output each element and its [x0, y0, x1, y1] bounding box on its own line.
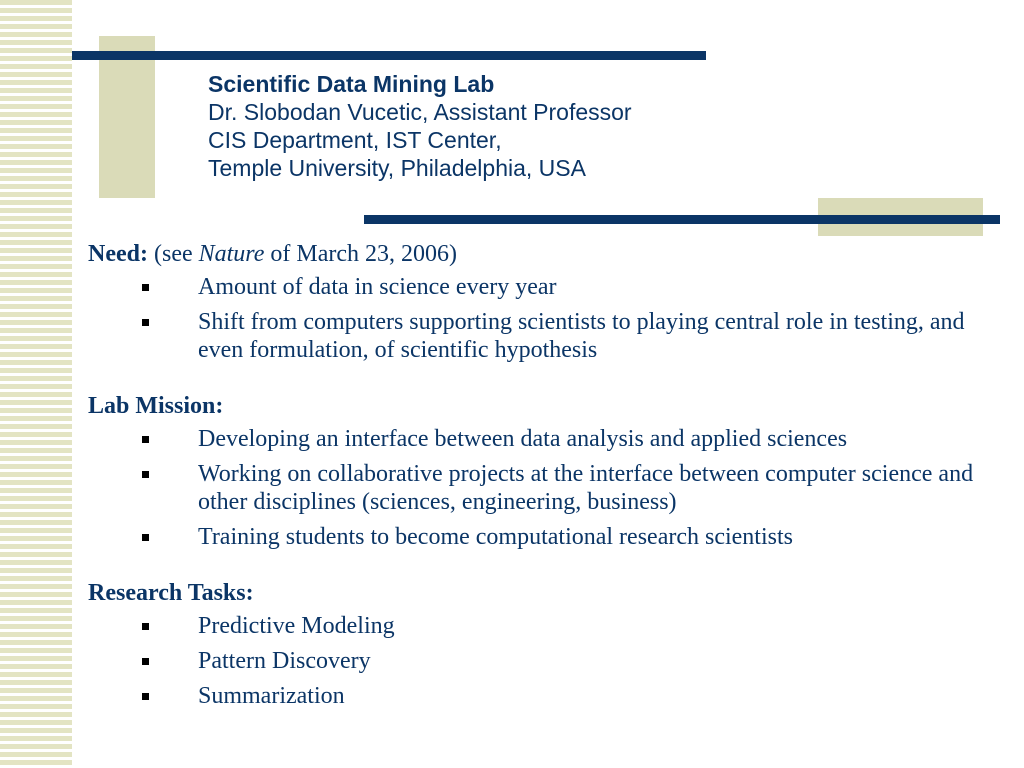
- slide-title-block: [208, 70, 808, 182]
- square-bullet-icon: [142, 319, 149, 326]
- list-item-text: Amount of data in science every year: [198, 274, 557, 300]
- list-item-text: Summarization: [198, 683, 345, 709]
- need-note-suffix: of March 23, 2006): [264, 241, 458, 267]
- navy-rule-bottom: [364, 215, 1000, 224]
- list-item-text: Developing an interface between data analysis and applied sciences: [198, 426, 848, 452]
- square-bullet-icon: [142, 471, 149, 478]
- list-item-text: Training students to become computational research scientists: [198, 524, 793, 550]
- square-bullet-icon: [142, 693, 149, 700]
- square-bullet-icon: [142, 436, 149, 443]
- tasks-label: Research Tasks:: [88, 580, 254, 606]
- left-stripe-decoration: [0, 0, 72, 768]
- list-item-text: Shift from computers supporting scientists to playing central role in testing, and even formulation, of scientific hypothesis: [198, 309, 965, 363]
- list-item: [88, 425, 998, 453]
- subtitle-line-2: CIS Department, IST Center,: [208, 127, 502, 153]
- mission-heading: [88, 392, 998, 420]
- list-item: [88, 523, 998, 551]
- list-item: [88, 682, 998, 710]
- need-heading: [88, 240, 998, 268]
- square-bullet-icon: [142, 623, 149, 630]
- mission-list: [88, 425, 998, 551]
- tan-accent-block-top: [99, 36, 155, 198]
- need-list: [88, 273, 998, 364]
- section-spacer: [88, 551, 998, 579]
- square-bullet-icon: [142, 658, 149, 665]
- navy-rule-top: [72, 51, 706, 60]
- square-bullet-icon: [142, 284, 149, 291]
- need-note-prefix: (see: [147, 241, 199, 267]
- list-item: [88, 273, 998, 301]
- list-item-text: Pattern Discovery: [198, 648, 371, 674]
- section-spacer: [88, 364, 998, 392]
- slide-title: Scientific Data Mining Lab: [208, 71, 495, 97]
- square-bullet-icon: [142, 534, 149, 541]
- need-note-journal: Nature: [198, 241, 265, 267]
- list-item: [88, 308, 998, 364]
- list-item-text: Predictive Modeling: [198, 613, 395, 639]
- slide-body: [88, 240, 998, 710]
- list-item: [88, 612, 998, 640]
- subtitle-line-1: Dr. Slobodan Vucetic, Assistant Professor: [208, 99, 632, 125]
- list-item: [88, 647, 998, 675]
- list-item-text: Working on collaborative projects at the interface between computer science and other disciplines (sciences, engineering, business): [198, 461, 974, 515]
- tasks-heading: [88, 579, 998, 607]
- mission-label: Lab Mission:: [88, 393, 224, 419]
- tasks-list: [88, 612, 998, 710]
- subtitle-line-3: Temple University, Philadelphia, USA: [208, 155, 586, 181]
- list-item: [88, 460, 998, 516]
- need-label: Need:: [88, 241, 148, 267]
